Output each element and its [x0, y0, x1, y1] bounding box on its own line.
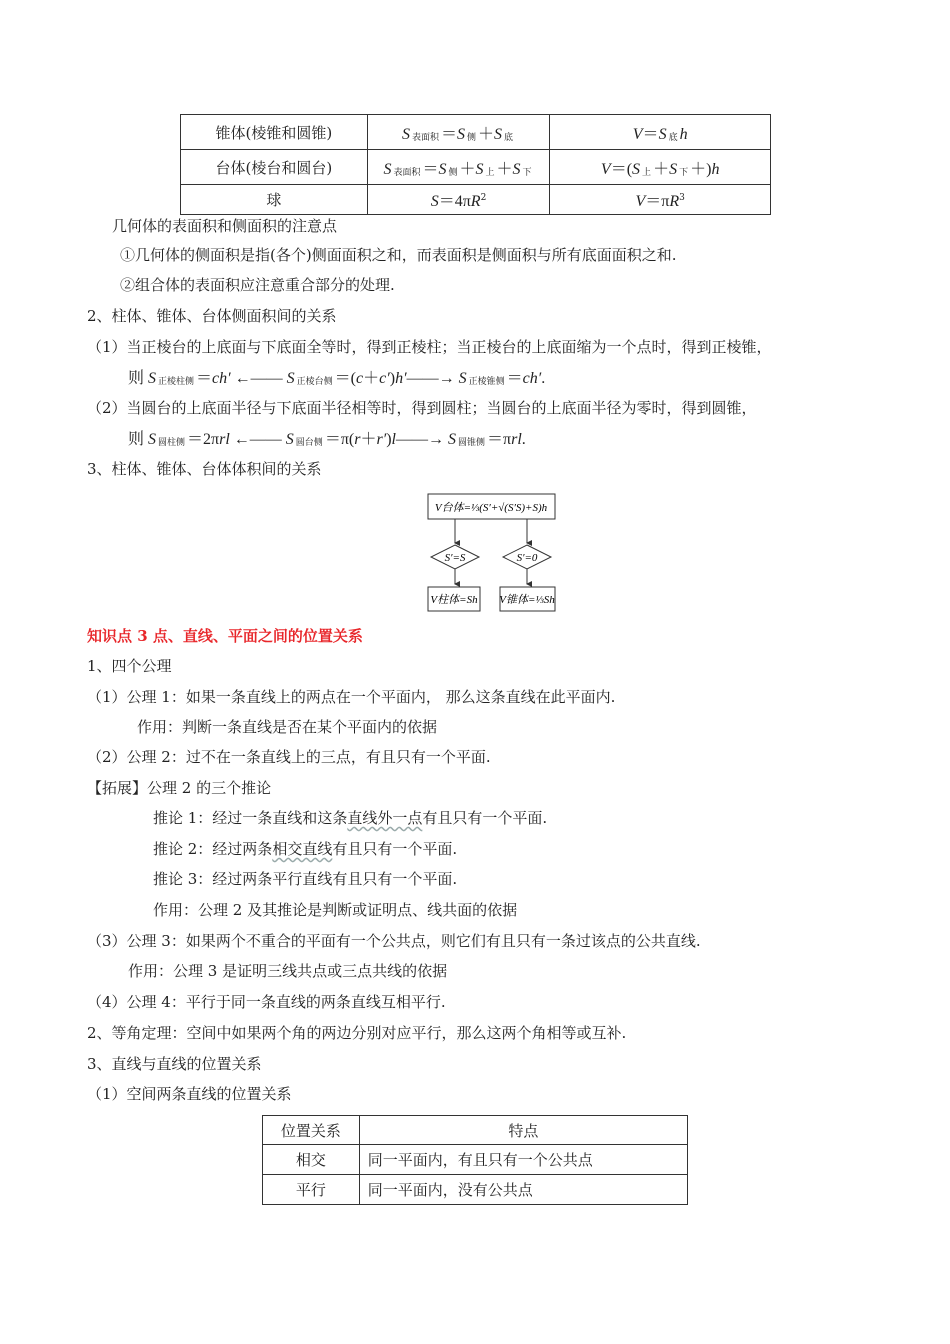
formula-token: S	[448, 431, 456, 448]
formula-token: 表面积	[393, 167, 421, 178]
diagram-left-condition: S′=S	[444, 552, 466, 564]
table-row	[181, 115, 771, 150]
knowledge-point-heading: 知识点 3 点、直线、平面之间的位置关系	[87, 627, 363, 645]
formula-token: 侧	[467, 132, 477, 143]
section-heading: 2、柱体、锥体、台体侧面积间的关系	[87, 307, 337, 325]
formula-token: V	[600, 160, 611, 178]
formula-token: 表面积	[411, 132, 439, 143]
formula	[128, 429, 526, 453]
paragraph: （4）公理 4：平行于同一条直线的两条直线互相平行.	[87, 993, 446, 1011]
cell: 球	[181, 185, 368, 215]
formula-token: ——→	[406, 370, 459, 387]
formula-token: ＋	[363, 370, 380, 387]
formula-token: ＝π	[487, 431, 512, 448]
diagram-right-result: V锥体=⅓Sh	[499, 594, 555, 606]
formula-token: ch′	[522, 370, 542, 387]
formula-token: 下	[522, 167, 532, 178]
cell	[367, 115, 550, 150]
formula-token: ＝(	[610, 160, 633, 178]
formula-token: ＝	[196, 370, 213, 387]
formula-token: ＝	[422, 160, 439, 178]
paragraph: 作用：公理 2 及其推论是判断或证明点、线共面的依据	[153, 901, 518, 919]
formula-token: 圆锥侧	[458, 438, 486, 448]
formula-token: S	[632, 160, 641, 178]
cell: 锥体(棱锥和圆锥)	[181, 115, 368, 150]
cell: 相交	[263, 1145, 360, 1175]
formula-token: 圆柱侧	[158, 438, 186, 448]
formula-token: 上	[642, 167, 652, 178]
formula-token: S	[286, 370, 295, 387]
formula-token: S	[475, 160, 484, 178]
formula-token: 正棱台侧	[296, 377, 333, 387]
formula-token: S	[669, 160, 678, 178]
formula-token: S	[494, 125, 503, 143]
formula-token: 3	[679, 193, 685, 203]
formula-token: V	[635, 193, 646, 210]
formula-token: ＋	[496, 160, 513, 178]
notes-title: 几何体的表面积和侧面积的注意点	[112, 217, 338, 235]
formula-token: ＝(	[334, 370, 357, 387]
formula-token: ＋	[478, 125, 495, 143]
formula-token: )	[386, 431, 392, 448]
paragraph: （3）公理 3：如果两个不重合的平面有一个公共点，则它们有且只有一条过该点的公共直线.	[87, 932, 701, 950]
table-row	[263, 1175, 688, 1205]
formula-token: rl	[511, 431, 522, 448]
formula-token: 则	[128, 370, 149, 387]
formula-token: ＋	[360, 431, 377, 448]
cell	[367, 185, 550, 215]
section-heading: 3、柱体、锥体、台体体积间的关系	[87, 460, 322, 478]
header-cell: 特点	[359, 1116, 687, 1145]
formula-token: r	[354, 431, 361, 448]
note: ②组合体的表面积应注意重合部分的处理.	[120, 276, 395, 294]
paragraph: 2、等角定理：空间中如果两个角的两边分别对应平行，那么这两个角相等或互补.	[87, 1024, 627, 1042]
cell: 同一平面内，有且只有一个公共点	[359, 1145, 687, 1175]
formula-token: S	[457, 125, 465, 143]
paragraph: （1）当正棱台的上底面与下底面全等时，得到正棱柱；当正棱台的上底面缩为一个点时，得到正棱锥，	[87, 338, 772, 356]
cell	[550, 185, 771, 215]
paragraph: （2）当圆台的上底面半径与下底面半径相等时，得到圆柱；当圆台的上底面半径为零时，得到圆锥，	[87, 399, 757, 417]
formula-token: S	[285, 431, 294, 448]
formula-token: ←——	[230, 370, 287, 387]
paragraph: （1）空间两条直线的位置关系	[87, 1085, 292, 1103]
formula-token: S	[148, 370, 157, 387]
paragraph: 【拓展】公理 2 的三个推论	[87, 779, 272, 797]
formula-token: 下	[679, 167, 689, 178]
formula-token: ＝π	[645, 193, 670, 210]
formula-token: h	[711, 160, 720, 178]
formula-token: S	[148, 431, 157, 448]
corollary	[153, 839, 457, 859]
formula-token: ＝	[440, 125, 457, 143]
paragraph: 作用：判断一条直线是否在某个平面内的依据	[137, 718, 438, 736]
formula-token: R	[669, 193, 680, 210]
formula-token: .	[541, 370, 546, 387]
formula-token: r′	[376, 431, 387, 448]
section-heading: 1、四个公理	[87, 657, 172, 675]
formula-token: ＝2π	[187, 431, 220, 448]
formula-token: 上	[485, 167, 495, 178]
section-heading: 3、直线与直线的位置关系	[87, 1055, 262, 1073]
formula-token: R	[470, 193, 481, 210]
header-cell: 位置关系	[263, 1116, 360, 1145]
formula-token: ＋	[459, 160, 476, 178]
formula-token: S	[401, 125, 410, 143]
paragraph: （1）公理 1：如果一条直线上的两点在一个平面内， 那么这条直线在此平面内.	[87, 688, 616, 706]
formula-token: S	[438, 160, 447, 178]
table-row	[181, 185, 771, 215]
formula-token: 圆台侧	[295, 438, 323, 448]
paragraph: 作用：公理 3 是证明三线共点或三点共线的依据	[128, 962, 448, 980]
text: 有且只有一个平面.	[422, 809, 548, 827]
formula-token: S	[512, 160, 521, 178]
text: 相交直线	[272, 840, 333, 858]
formula-token: l	[391, 431, 396, 448]
formula-token: c	[356, 370, 364, 387]
paragraph: （2）公理 2：过不在一条直线上的三点，有且只有一个平面.	[87, 748, 491, 766]
formula-token: rl	[219, 431, 230, 448]
diagram-left-result: V柱体=Sh	[430, 594, 478, 606]
formula-token: 侧	[448, 167, 458, 178]
formula-token: 底	[668, 132, 678, 143]
formula-token: 底	[504, 132, 514, 143]
volume-area-table	[180, 114, 771, 215]
cell: 平行	[263, 1175, 360, 1205]
formula-token: c′	[379, 370, 390, 387]
table-row	[263, 1145, 688, 1175]
formula-token: ＋	[653, 160, 670, 178]
formula-token: ←——	[229, 431, 286, 448]
formula-token: )	[389, 370, 396, 387]
formula-token: 2	[480, 193, 487, 203]
formula-token: ＝	[642, 125, 659, 143]
formula-token: ——→	[396, 431, 448, 448]
cell	[550, 115, 771, 150]
line-relation-table	[262, 1115, 688, 1205]
note: ①几何体的侧面积是指(各个)侧面面积之和，而表面积是侧面积与所有底面面积之和.	[120, 246, 677, 264]
corollary: 推论 3：经过两条平行直线有且只有一个平面.	[153, 870, 458, 888]
formula-token: S	[458, 370, 467, 387]
formula-token: ＝π(	[324, 431, 355, 448]
formula-token: ＝4π	[438, 193, 471, 210]
cell: 台体(棱台和圆台)	[181, 150, 368, 185]
formula-token: 则	[128, 431, 149, 448]
formula	[128, 368, 545, 392]
table-header	[263, 1116, 688, 1145]
formula-token: S	[383, 160, 392, 178]
formula-token: S	[430, 193, 439, 210]
formula-token: 正棱柱侧	[158, 377, 195, 387]
text: 推论 1：经过一条直线和这条	[153, 809, 348, 827]
formula-token: h′	[395, 370, 407, 387]
diagram-top-formula: V台体=⅓(S′+√(S′S)+S)h	[434, 502, 548, 514]
cell: 同一平面内，没有公共点	[359, 1175, 687, 1205]
corollary	[153, 808, 547, 828]
cell	[367, 150, 550, 185]
formula-token: ＝	[506, 370, 523, 387]
text: 直线外一点	[347, 809, 423, 827]
formula-token: ＋)	[690, 160, 712, 178]
diagram-right-condition: S′=0	[516, 552, 538, 564]
table-row	[181, 150, 771, 185]
formula-token: S	[658, 125, 667, 143]
formula-token: ch′	[212, 370, 231, 387]
formula-token: h	[679, 125, 688, 143]
text: 推论 2：经过两条	[153, 840, 273, 858]
formula-token: .	[521, 431, 526, 448]
volume-diagram	[425, 492, 560, 614]
formula-token: 正棱锥侧	[468, 377, 505, 387]
cell	[550, 150, 771, 185]
text: 有且只有一个平面.	[332, 840, 458, 858]
formula-token: V	[632, 125, 643, 143]
